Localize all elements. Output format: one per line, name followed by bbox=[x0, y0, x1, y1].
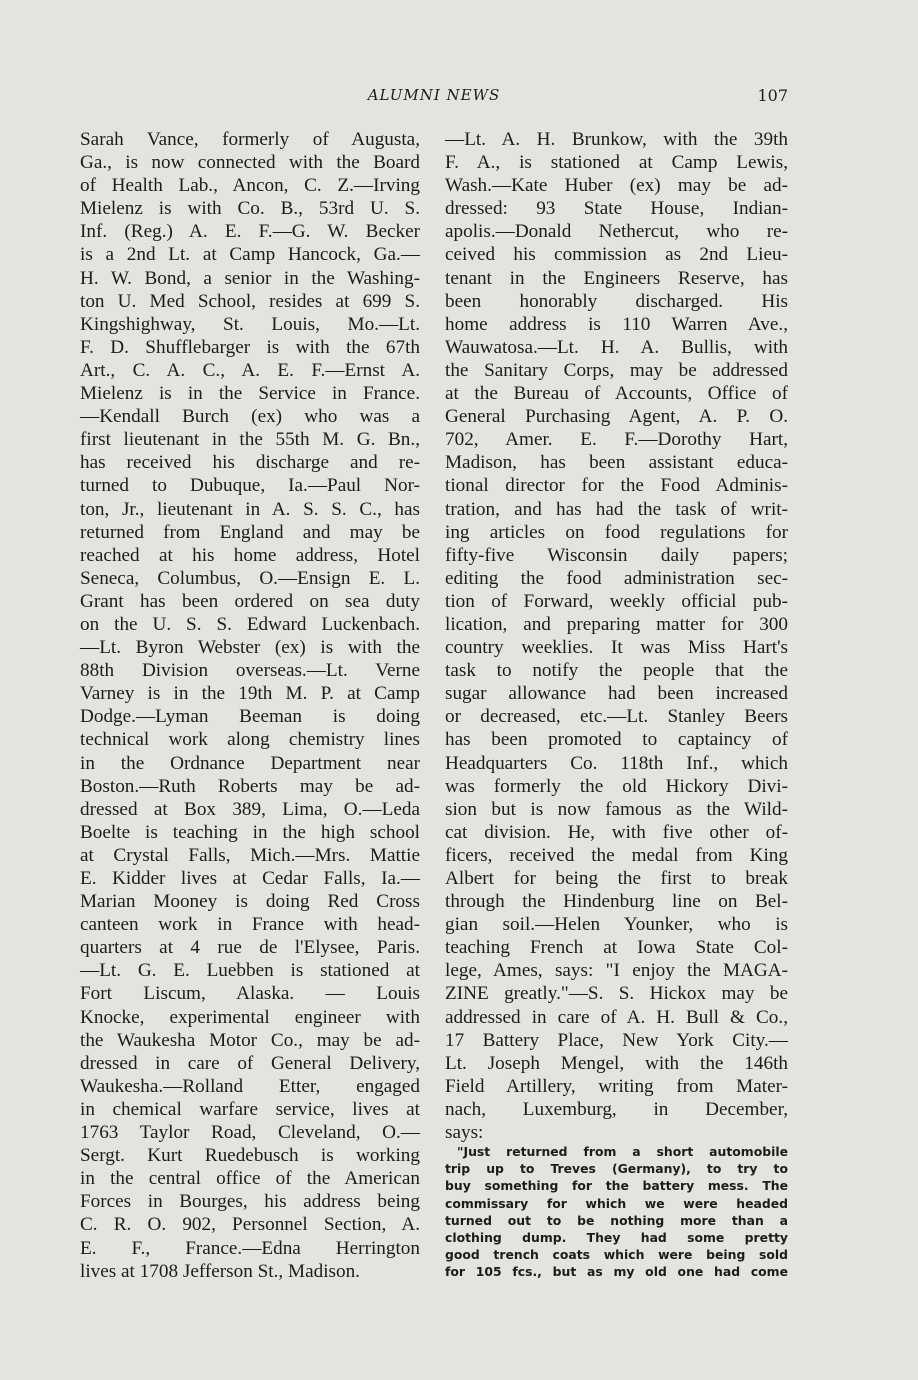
text-line: tration, and has had the task of writ- bbox=[445, 498, 788, 520]
text-line: at the Bureau of Accounts, Office of bbox=[445, 383, 788, 405]
page-header bbox=[80, 86, 788, 110]
text-line: tional director for the Food Adminis- bbox=[445, 475, 788, 497]
text-line: ton, Jr., lieutenant in A. S. S. C., has bbox=[80, 498, 420, 520]
text-line: Waukesha.—Rolland Etter, engaged bbox=[80, 1075, 420, 1097]
text-line: turned out to be nothing more than a bbox=[445, 1212, 788, 1228]
text-line: Sarah Vance, formerly of Augusta, bbox=[80, 129, 420, 150]
text-line: Varney is in the 19th M. P. at Camp bbox=[80, 683, 420, 705]
text-line: on the U. S. S. Edward Luckenbach. bbox=[80, 613, 420, 635]
text-line: —Lt. Byron Webster (ex) is with the bbox=[80, 637, 420, 659]
text-line: dressed at Box 389, Lima, O.—Leda bbox=[80, 798, 420, 820]
text-line: apolis.—Donald Nethercut, who re- bbox=[445, 221, 788, 243]
text-line: ficers, received the medal from King bbox=[445, 844, 788, 866]
text-line: "Just returned from a short automobile bbox=[457, 1144, 788, 1159]
text-line: 17 Battery Place, New York City.— bbox=[445, 1029, 788, 1051]
text-line: Grant has been ordered on sea duty bbox=[80, 590, 420, 612]
text-line: F. D. Shufflebarger is with the 67th bbox=[80, 336, 420, 358]
text-line: sion but is now famous as the Wild- bbox=[445, 798, 788, 820]
text-line: Madison, has been assistant educa- bbox=[445, 452, 788, 474]
text-line: Art., C. A. C., A. E. F.—Ernst A. bbox=[80, 359, 420, 381]
text-line: Headquarters Co. 118th Inf., which bbox=[445, 752, 788, 774]
text-line: F. A., is stationed at Camp Lewis, bbox=[445, 152, 788, 174]
page-number: 107 bbox=[757, 86, 788, 105]
quoted-letter bbox=[445, 1143, 788, 1281]
text-line: nach, Luxemburg, in December, bbox=[445, 1098, 788, 1120]
text-line: Kingshighway, St. Louis, Mo.—Lt. bbox=[80, 313, 420, 335]
text-line: Mielenz is in the Service in France. bbox=[80, 383, 420, 405]
text-line: says: bbox=[445, 1122, 484, 1144]
text-line: Field Artillery, writing from Mater- bbox=[445, 1075, 788, 1097]
text-line: Dodge.—Lyman Beeman is doing bbox=[80, 706, 420, 728]
text-line: —Lt. A. H. Brunkow, with the 39th bbox=[445, 129, 788, 150]
text-line: Sergt. Kurt Ruedebusch is working bbox=[80, 1145, 420, 1167]
text-line: buy something for the battery mess. The bbox=[445, 1178, 788, 1194]
text-line: technical work along chemistry lines bbox=[80, 729, 420, 751]
text-line: 702, Amer. E. F.—Dorothy Hart, bbox=[445, 429, 788, 451]
text-line: Marian Mooney is doing Red Cross bbox=[80, 891, 420, 913]
text-line: Inf. (Reg.) A. E. F.—G. W. Becker bbox=[80, 221, 420, 243]
text-line: dressed in care of General Delivery, bbox=[80, 1052, 420, 1074]
text-line: is a 2nd Lt. at Camp Hancock, Ga.— bbox=[80, 244, 420, 266]
text-line: the Sanitary Corps, may be addressed bbox=[445, 359, 788, 381]
text-line: H. W. Bond, a senior in the Washing- bbox=[80, 267, 420, 289]
text-line: General Purchasing Agent, A. P. O. bbox=[445, 406, 788, 428]
text-line: at Crystal Falls, Mich.—Mrs. Mattie bbox=[80, 844, 420, 866]
text-line: Wauwatosa.—Lt. H. A. Bullis, with bbox=[445, 336, 788, 358]
text-line: E. Kidder lives at Cedar Falls, Ia.— bbox=[80, 868, 420, 889]
text-line: ZINE greatly."—S. S. Hickox may be bbox=[445, 983, 788, 1005]
text-line: Seneca, Columbus, O.—Ensign E. L. bbox=[80, 567, 420, 589]
text-line: Boelte is teaching in the high school bbox=[80, 821, 420, 843]
text-line: cat division. He, with five other of- bbox=[445, 821, 788, 843]
text-line: reached at his home address, Hotel bbox=[80, 544, 420, 566]
text-line: was formerly the old Hickory Divi- bbox=[445, 775, 788, 797]
text-line: has been promoted to captaincy of bbox=[445, 729, 788, 751]
text-line: Knocke, experimental engineer with bbox=[80, 1006, 420, 1028]
text-line: or decreased, etc.—Lt. Stanley Beers bbox=[445, 706, 788, 728]
text-line: lication, and preparing matter for 300 bbox=[445, 613, 788, 635]
text-line: ton U. Med School, resides at 699 S. bbox=[80, 290, 420, 312]
text-line: country weeklies. It was Miss Hart's bbox=[445, 637, 788, 659]
text-line: tenant in the Engineers Reserve, has bbox=[445, 267, 788, 289]
text-line: teaching French at Iowa State Col- bbox=[445, 937, 788, 959]
text-line: has received his discharge and re- bbox=[80, 452, 420, 474]
text-line: Wash.—Kate Huber (ex) may be ad- bbox=[445, 175, 788, 197]
text-line: addressed in care of A. H. Bull & Co., bbox=[445, 1006, 788, 1028]
running-title: ALUMNI NEWS bbox=[367, 86, 501, 104]
text-line: the Waukesha Motor Co., may be ad- bbox=[80, 1029, 420, 1051]
text-line: good trench coats which were being sold bbox=[445, 1247, 788, 1263]
text-line: through the Hindenburg line on Bel- bbox=[445, 891, 788, 913]
text-line: gian soil.—Helen Younker, who is bbox=[445, 914, 788, 936]
text-line: first lieutenant in the 55th M. G. Bn., bbox=[80, 429, 420, 451]
text-line: in chemical warfare service, lives at bbox=[80, 1098, 420, 1120]
text-line: editing the food administration sec- bbox=[445, 567, 788, 589]
text-line: commissary for which we were headed bbox=[445, 1195, 788, 1211]
text-line: ceived his commission as 2nd Lieu- bbox=[445, 244, 788, 266]
left-column bbox=[80, 128, 420, 1283]
text-line: turned to Dubuque, Ia.—Paul Nor- bbox=[80, 475, 420, 497]
text-line: tion of Forward, weekly official pub- bbox=[445, 590, 788, 612]
text-line: lives at 1708 Jefferson St., Madison. bbox=[80, 1260, 360, 1282]
right-column bbox=[445, 128, 788, 1144]
text-line: —Lt. G. E. Luebben is stationed at bbox=[80, 960, 420, 982]
text-line: quarters at 4 rue de l'Elysee, Paris. bbox=[80, 937, 420, 959]
text-line: 88th Division overseas.—Lt. Verne bbox=[80, 660, 420, 682]
text-line: dressed: 93 State House, Indian- bbox=[445, 198, 788, 220]
text-line: task to notify the people that the bbox=[445, 660, 788, 682]
text-line: home address is 110 Warren Ave., bbox=[445, 313, 788, 335]
text-line: 1763 Taylor Road, Cleveland, O.— bbox=[80, 1122, 420, 1144]
text-line: C. R. O. 902, Personnel Section, A. bbox=[80, 1214, 420, 1236]
text-line: for 105 fcs., but as my old one had come bbox=[445, 1264, 788, 1280]
text-line: canteen work in France with head- bbox=[80, 914, 420, 936]
text-line: returned from England and may be bbox=[80, 521, 420, 543]
text-line: Albert for being the first to break bbox=[445, 868, 788, 889]
text-line: Fort Liscum, Alaska. — Louis bbox=[80, 983, 420, 1005]
text-line: Lt. Joseph Mengel, with the 146th bbox=[445, 1052, 788, 1074]
text-line: Boston.—Ruth Roberts may be ad- bbox=[80, 775, 420, 797]
text-line: Forces in Bourges, his address being bbox=[80, 1191, 420, 1213]
text-line: been honorably discharged. His bbox=[445, 290, 788, 312]
text-line: fifty-five Wisconsin daily papers; bbox=[445, 544, 788, 566]
text-line: in the Ordnance Department near bbox=[80, 752, 420, 774]
text-line: clothing dump. They had some pretty bbox=[445, 1230, 788, 1246]
text-line: —Kendall Burch (ex) who was a bbox=[80, 406, 420, 428]
text-line: E. F., France.—Edna Herrington bbox=[80, 1237, 420, 1259]
text-line: sugar allowance had been increased bbox=[445, 683, 788, 705]
text-line: lege, Ames, says: "I enjoy the MAGA- bbox=[445, 960, 788, 982]
text-line: in the central office of the American bbox=[80, 1168, 420, 1190]
text-line: trip up to Treves (Germany), to try to bbox=[445, 1161, 788, 1177]
text-line: Ga., is now connected with the Board bbox=[80, 152, 420, 174]
text-line: Mielenz is with Co. B., 53rd U. S. bbox=[80, 198, 420, 220]
text-line: of Health Lab., Ancon, C. Z.—Irving bbox=[80, 175, 420, 197]
text-line: ing articles on food regulations for bbox=[445, 521, 788, 543]
